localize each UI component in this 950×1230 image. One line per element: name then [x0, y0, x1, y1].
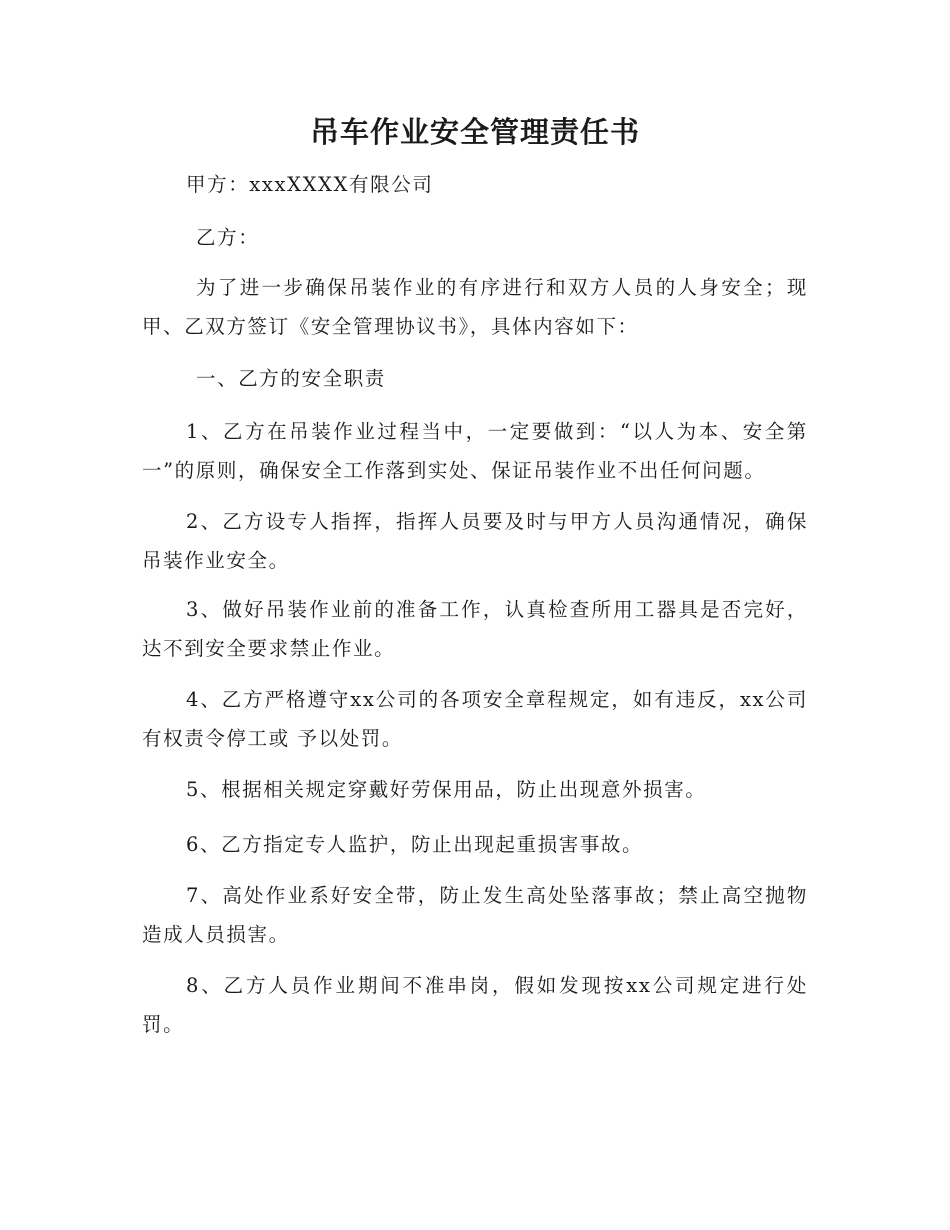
party-a-line: 甲方：xxxXXXX有限公司: [186, 173, 434, 196]
document-title: 吊车作业安全管理责任书: [309, 115, 640, 149]
list-item: 7、高处作业系好安全带，防止发生高处坠落事故；禁止高空抛物造成人员损害。: [142, 884, 808, 946]
section-heading: 一、乙方的安全职责: [196, 367, 386, 390]
list-item: 8、乙方人员作业期间不准串岗，假如发现按xx公司规定进行处罚。: [142, 974, 808, 1036]
list-item: 3、做好吊装作业前的准备工作，认真检查所用工器具是否完好，达不到安全要求禁止作业。: [142, 598, 808, 660]
list-item: 6、乙方指定专人监护，防止出现起重损害事故。: [186, 833, 644, 856]
party-b-line: 乙方：: [196, 226, 260, 249]
list-item: 2、乙方设专人指挥，指挥人员要及时与甲方人员沟通情况，确保吊装作业安全。: [142, 510, 808, 572]
list-item: 4、乙方严格遵守xx公司的各项安全章程规定，如有违反，xx公司有权责令停工或 予以处罚。: [142, 688, 808, 750]
list-item: 5、根据相关规定穿戴好劳保用品，防止出现意外损害。: [186, 778, 707, 801]
intro-paragraph: 为了进一步确保吊装作业的有序进行和双方人员的人身安全；现甲、乙双方签订《安全管理协议书》，具体内容如下：: [142, 276, 808, 338]
list-item: 1、乙方在吊装作业过程当中，一定要做到：“以人为本、安全第一”的原则，确保安全工作落到实处、保证吊装作业不出任何问题。: [142, 420, 808, 482]
